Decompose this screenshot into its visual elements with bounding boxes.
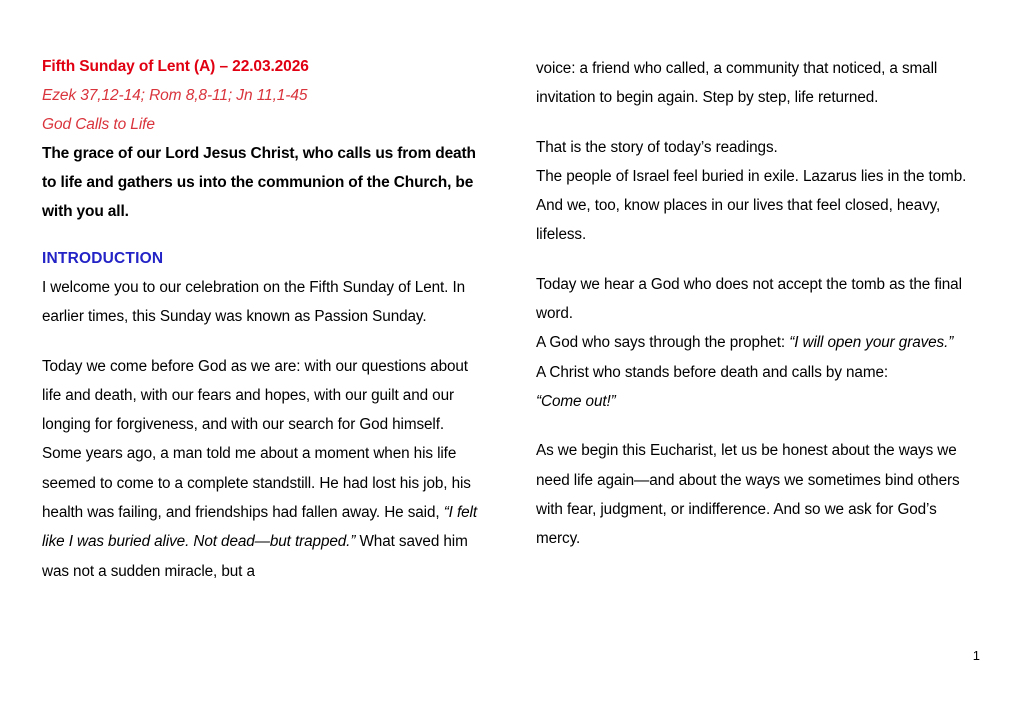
story-line-text: That is the story of today’s readings.	[536, 138, 778, 156]
paragraph-before-god: Today we come before God as we are: with our questions about life and death, with our fears and hopes, with our guilt and our longing for forgiveness, and with our search for God himself.	[42, 357, 468, 434]
quote-open-your-graves: “I will open your graves.”	[789, 334, 954, 352]
quote-come-out: “Come out!”	[536, 392, 616, 410]
mans-story-text: Some years ago, a man told me about a moment when his life seemed to come to a complete standstill. He had lost his job, his health was failing, and friendships had fallen away. He said,	[42, 445, 471, 522]
page-number: 1	[972, 648, 980, 663]
christ-lead-text: A Christ who stands before death and calls by name:	[536, 363, 889, 381]
section-heading-introduction: INTRODUCTION	[42, 250, 164, 267]
right-column	[536, 52, 978, 553]
paragraph-closing-eucharist: As we begin this Eucharist, let us be honest about the ways we need life again—and about the ways we sometimes bind others with fear, judgment, or indifference. And so we ask for God’s mercy.	[536, 442, 960, 548]
israel-lazarus-text: The people of Israel feel buried in exile. Lazarus lies in the tomb. And we, too, know places in our lives that feel closed, heavy, lifeless.	[536, 167, 967, 244]
page-title: Fifth Sunday of Lent (A) – 22.03.2026	[42, 58, 309, 75]
prophet-lead-text: A God who says through the prophet:	[536, 334, 790, 352]
paragraph-todays-readings	[536, 133, 978, 250]
paragraph-mans-story	[42, 439, 484, 585]
paragraph-continuation-voice: voice: a friend who called, a community that noticed, a small invitation to begin again. Step by step, life returned.	[536, 60, 938, 107]
tomb-final-word-text: Today we hear a God who does not accept the tomb as the final word.	[536, 275, 962, 323]
scripture-readings: Ezek 37,12-14; Rom 8,8-11; Jn 11,1-45	[42, 87, 308, 104]
liturgical-greeting: The grace of our Lord Jesus Christ, who calls us from death to life and gathers us into the communion of the Church, be with you all.	[42, 145, 476, 220]
paragraph-welcome: I welcome you to our celebration on the Fifth Sunday of Lent. In earlier times, this Sunday was known as Passion Sunday.	[42, 279, 466, 326]
quote-buried-alive: “I felt like I was buried alive. Not dead—but trapped.”	[42, 504, 477, 551]
mans-story-tail: What saved him was not a sudden miracle, but a	[42, 533, 468, 580]
theme-line: God Calls to Life	[42, 116, 155, 133]
two-column-layout	[42, 52, 984, 586]
left-column	[42, 52, 484, 586]
paragraph-tomb-not-final	[536, 270, 978, 416]
